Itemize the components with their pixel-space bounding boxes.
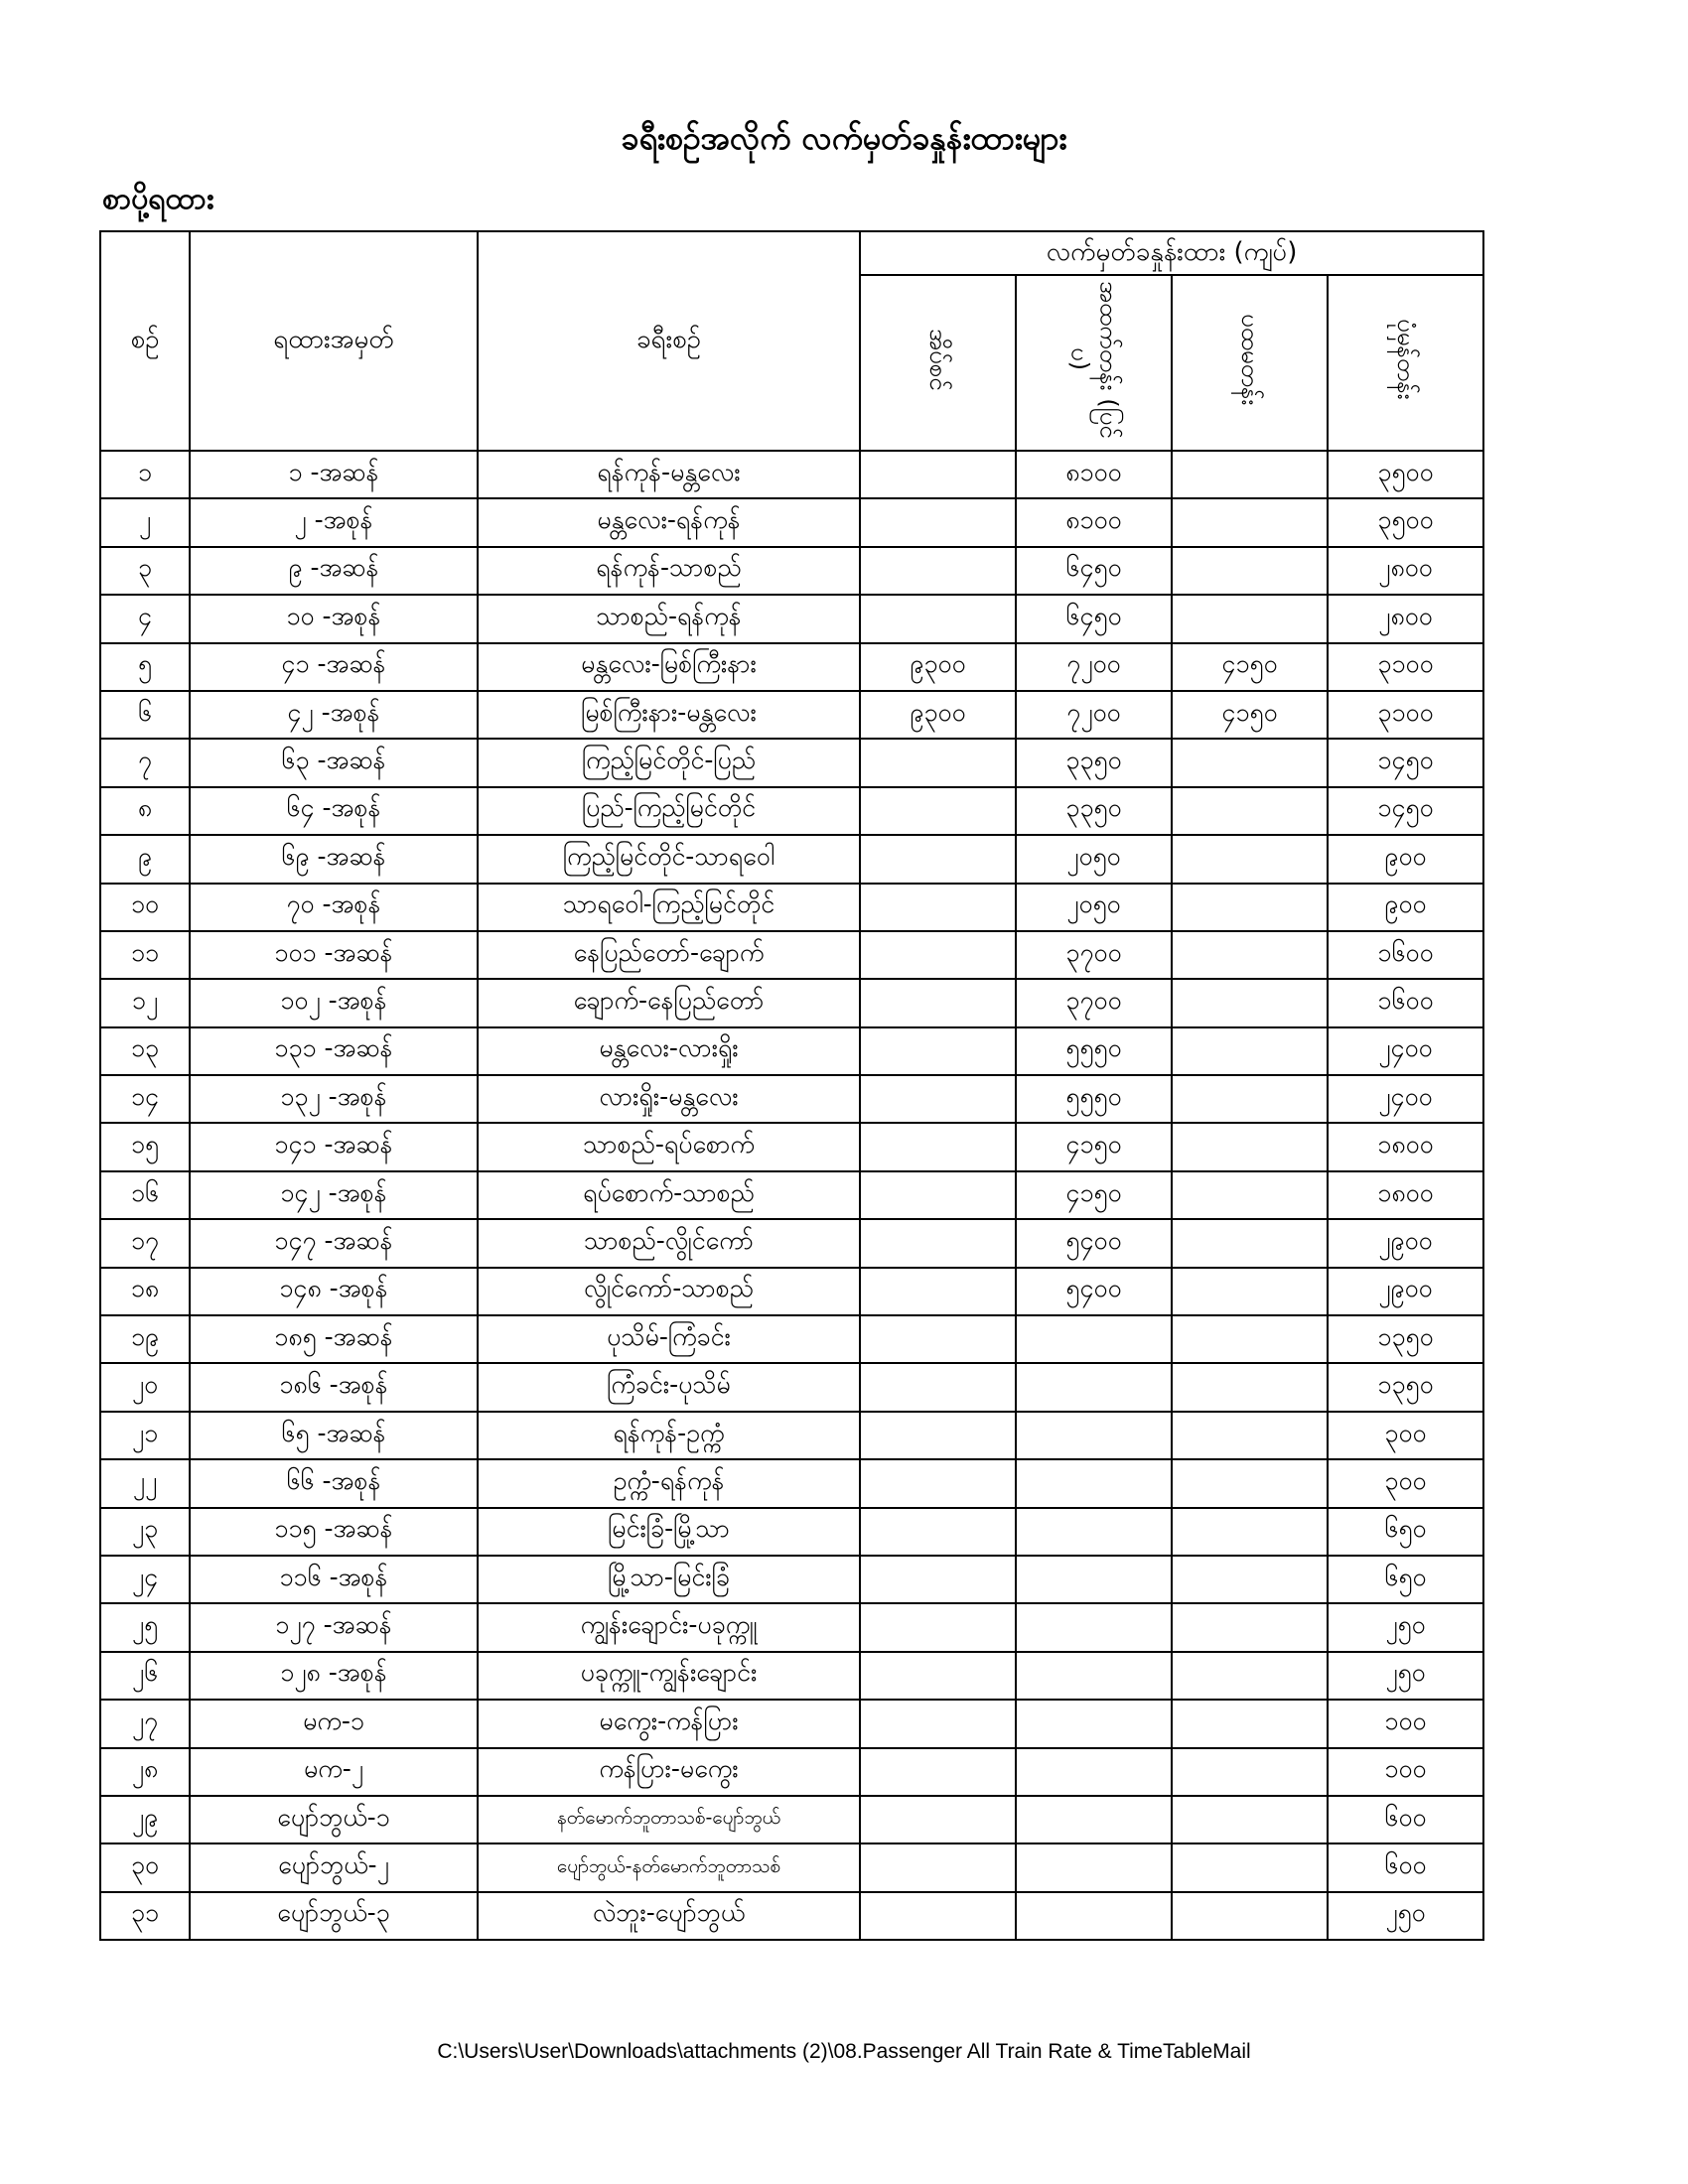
row-fare-sleeper [860, 835, 1016, 883]
row-fare-first [1172, 1075, 1328, 1123]
row-fare-sleeper [860, 931, 1016, 979]
header-class-ordinary [1328, 275, 1483, 451]
row-train-number: ၁၄၈ -အစုန် [190, 1268, 478, 1315]
row-train-number: မက-၂ [190, 1748, 478, 1796]
table-row [100, 547, 1483, 595]
row-fare-sleeper [860, 1700, 1016, 1747]
row-route: လဲဘူး-ပျော်ဘွယ် [478, 1892, 860, 1940]
table-row [100, 979, 1483, 1026]
row-train-number: ၁၄၁ -အဆန် [190, 1123, 478, 1170]
row-route: ချောက်-နေပြည်တော် [478, 979, 860, 1026]
row-fare-ordinary: ၉၀၀ [1328, 835, 1483, 883]
row-fare-upper: ၅၅၅၀ [1016, 1027, 1172, 1075]
row-fare-ordinary: ၃၁၀၀ [1328, 691, 1483, 739]
row-fare-upper [1016, 1508, 1172, 1556]
table-row [100, 884, 1483, 931]
row-fare-first [1172, 1556, 1328, 1603]
header-index: စဉ် [100, 231, 190, 451]
row-train-number: ၁၄၇ -အဆန် [190, 1219, 478, 1267]
table-row [100, 1652, 1483, 1700]
row-train-number: ၁ -အဆန် [190, 451, 478, 498]
row-fare-upper [1016, 1412, 1172, 1459]
row-fare-sleeper [860, 1363, 1016, 1411]
row-fare-sleeper [860, 1075, 1016, 1123]
row-route: လားရှိုး-မန္တလေး [478, 1075, 860, 1123]
row-fare-ordinary: ၃၁၀၀ [1328, 643, 1483, 691]
row-index: ၁၈ [100, 1268, 190, 1315]
row-fare-upper: ၃၃၅၀ [1016, 787, 1172, 835]
row-route: မြစ်ကြီးနား-မန္တလေး [478, 691, 860, 739]
row-train-number: ၁၈၅ -အဆန် [190, 1315, 478, 1363]
row-fare-first [1172, 1700, 1328, 1747]
row-route: လွိုင်ကော်-သာစည် [478, 1268, 860, 1315]
table-row [100, 1892, 1483, 1940]
row-fare-upper [1016, 1315, 1172, 1363]
row-fare-first [1172, 498, 1328, 546]
row-index: ၂၈ [100, 1748, 190, 1796]
row-fare-ordinary: ၁၆၀၀ [1328, 931, 1483, 979]
row-fare-first [1172, 1315, 1328, 1363]
row-route: ကြံခင်း-ပုသိမ် [478, 1363, 860, 1411]
header-route: ခရီးစဉ် [478, 231, 860, 451]
row-route: သာရဝေါ-ကြည့်မြင်တိုင် [478, 884, 860, 931]
row-fare-upper [1016, 1459, 1172, 1507]
row-fare-sleeper [860, 739, 1016, 786]
table-row [100, 451, 1483, 498]
table-row [100, 1508, 1483, 1556]
file-path-footer: C:\Users\User\Downloads\attachments (2)\08.Passenger All Train Rate & TimeTableMail [437, 2040, 1251, 2063]
row-fare-upper: ၇၂၀၀ [1016, 643, 1172, 691]
row-route: နေပြည်တော်-ချောက် [478, 931, 860, 979]
row-fare-first [1172, 1268, 1328, 1315]
fare-table-body [100, 451, 1483, 1940]
row-fare-upper: ၄၁၅၀ [1016, 1171, 1172, 1219]
row-fare-sleeper [860, 1171, 1016, 1219]
row-fare-ordinary: ၁၈၀၀ [1328, 1171, 1483, 1219]
row-route: ဥက္ကံ-ရန်ကုန် [478, 1459, 860, 1507]
table-row [100, 1700, 1483, 1747]
row-fare-sleeper [860, 1603, 1016, 1651]
row-fare-ordinary: ၃၅၀၀ [1328, 498, 1483, 546]
row-fare-first [1172, 1363, 1328, 1411]
row-fare-upper [1016, 1652, 1172, 1700]
row-fare-first [1172, 1508, 1328, 1556]
row-index: ၁၀ [100, 884, 190, 931]
row-fare-ordinary: ၁၆၀၀ [1328, 979, 1483, 1026]
row-fare-sleeper [860, 1508, 1016, 1556]
row-fare-ordinary: ၃၀၀ [1328, 1412, 1483, 1459]
row-index: ၂၉ [100, 1796, 190, 1843]
row-train-number: ၁၂၈ -အစုန် [190, 1652, 478, 1700]
row-fare-first [1172, 1796, 1328, 1843]
row-index: ၁ [100, 451, 190, 498]
row-train-number: ၁၃၂ -အစုန် [190, 1075, 478, 1123]
header-class-sleeper [860, 275, 1016, 451]
row-index: ၁၅ [100, 1123, 190, 1170]
row-index: ၃၀ [100, 1843, 190, 1891]
table-row [100, 835, 1483, 883]
row-train-number: ၇၀ -အစုန် [190, 884, 478, 931]
row-fare-upper [1016, 1556, 1172, 1603]
row-fare-ordinary: ၂၄၀၀ [1328, 1027, 1483, 1075]
row-index: ၅ [100, 643, 190, 691]
row-fare-sleeper [860, 1652, 1016, 1700]
row-fare-ordinary: ၃၀၀ [1328, 1459, 1483, 1507]
row-route: သာစည်-လွိုင်ကော် [478, 1219, 860, 1267]
row-fare-sleeper [860, 1027, 1016, 1075]
row-fare-upper [1016, 1363, 1172, 1411]
row-route: ကျွန်းချောင်း-ပခုက္ကူ [478, 1603, 860, 1651]
row-route: ကြည့်မြင်တိုင်-ပြည် [478, 739, 860, 786]
row-index: ၄ [100, 595, 190, 642]
table-row [100, 1075, 1483, 1123]
row-train-number: ၁၀ -အစုန် [190, 595, 478, 642]
header-fare-group: လက်မှတ်ခနှုန်းထား (ကျပ်) [860, 231, 1483, 275]
row-train-number: ၄၁ -အဆန် [190, 643, 478, 691]
row-index: ၁၇ [100, 1219, 190, 1267]
row-index: ၉ [100, 835, 190, 883]
row-fare-upper: ၅၄၀၀ [1016, 1268, 1172, 1315]
row-index: ၁၁ [100, 931, 190, 979]
row-index: ၃ [100, 547, 190, 595]
row-fare-first [1172, 1459, 1328, 1507]
section-subtitle: စာပို့ရထား [102, 182, 214, 216]
row-fare-ordinary: ၂၅၀ [1328, 1603, 1483, 1651]
row-train-number: ၂ -အစုန် [190, 498, 478, 546]
table-row [100, 931, 1483, 979]
table-row [100, 1219, 1483, 1267]
row-index: ၂၇ [100, 1700, 190, 1747]
table-row [100, 1268, 1483, 1315]
table-row [100, 1123, 1483, 1170]
table-row [100, 595, 1483, 642]
table-row [100, 1027, 1483, 1075]
row-train-number: ၁၁၆ -အစုန် [190, 1556, 478, 1603]
row-index: ၂၂ [100, 1459, 190, 1507]
row-route: မန္တလေး-လားရှိုး [478, 1027, 860, 1075]
row-fare-upper [1016, 1843, 1172, 1891]
row-route: ရန်ကုန်-ဥက္ကံ [478, 1412, 860, 1459]
row-index: ၂ [100, 498, 190, 546]
row-fare-ordinary: ၁၄၅၀ [1328, 739, 1483, 786]
row-index: ၁၉ [100, 1315, 190, 1363]
row-fare-sleeper [860, 498, 1016, 546]
table-row [100, 739, 1483, 786]
row-route: ပျော်ဘွယ်-နတ်မောက်ဘူတာသစ် [478, 1843, 860, 1891]
table-row [100, 643, 1483, 691]
row-fare-upper: ၈၁၀၀ [1016, 451, 1172, 498]
row-fare-ordinary: ၁၃၅၀ [1328, 1315, 1483, 1363]
row-train-number: ၁၈၆ -အစုန် [190, 1363, 478, 1411]
row-fare-upper [1016, 1603, 1172, 1651]
row-index: ၂၁ [100, 1412, 190, 1459]
row-fare-ordinary: ၁၈၀၀ [1328, 1123, 1483, 1170]
row-fare-first [1172, 979, 1328, 1026]
header-class-first [1172, 275, 1328, 451]
row-route: မန္တလေး-ရန်ကုန် [478, 498, 860, 546]
row-fare-sleeper [860, 979, 1016, 1026]
row-route: ရန်ကုန်-မန္တလေး [478, 451, 860, 498]
row-index: ၂၀ [100, 1363, 190, 1411]
row-train-number: ၁၃၁ -အဆန် [190, 1027, 478, 1075]
row-fare-first [1172, 931, 1328, 979]
row-route: နတ်မောက်ဘူတာသစ်-ပျော်ဘွယ် [478, 1796, 860, 1843]
row-fare-ordinary: ၆၀၀ [1328, 1843, 1483, 1891]
row-route: ပုသိမ်-ကြံခင်း [478, 1315, 860, 1363]
row-fare-upper [1016, 1892, 1172, 1940]
row-fare-ordinary: ၂၄၀၀ [1328, 1075, 1483, 1123]
row-train-number: ၁၄၂ -အစုန် [190, 1171, 478, 1219]
row-fare-first [1172, 1027, 1328, 1075]
row-train-number: ၁၀၂ -အစုန် [190, 979, 478, 1026]
row-fare-first [1172, 1892, 1328, 1940]
row-train-number: မက-၁ [190, 1700, 478, 1747]
row-fare-upper: ၂၀၅၀ [1016, 835, 1172, 883]
row-fare-upper [1016, 1796, 1172, 1843]
row-fare-ordinary: ၁၃၅၀ [1328, 1363, 1483, 1411]
header-train-number: ရထားအမှတ် [190, 231, 478, 451]
table-row [100, 1556, 1483, 1603]
row-index: ၁၆ [100, 1171, 190, 1219]
row-fare-first [1172, 1603, 1328, 1651]
row-train-number: ၁၁၅ -အဆန် [190, 1508, 478, 1556]
row-index: ၃၁ [100, 1892, 190, 1940]
row-train-number: ပျော်ဘွယ်-၂ [190, 1843, 478, 1891]
row-fare-first [1172, 1412, 1328, 1459]
table-row [100, 1171, 1483, 1219]
row-train-number: ပျော်ဘွယ်-၃ [190, 1892, 478, 1940]
row-fare-first: ၄၁၅၀ [1172, 691, 1328, 739]
row-fare-upper: ၆၄၅၀ [1016, 547, 1172, 595]
row-fare-upper: ၃၇၀၀ [1016, 931, 1172, 979]
row-fare-first [1172, 1748, 1328, 1796]
row-fare-first [1172, 547, 1328, 595]
row-fare-upper: ၂၀၅၀ [1016, 884, 1172, 931]
row-fare-upper [1016, 1748, 1172, 1796]
row-index: ၂၆ [100, 1652, 190, 1700]
row-fare-upper: ၄၁၅၀ [1016, 1123, 1172, 1170]
row-train-number: ၆၆ -အစုန် [190, 1459, 478, 1507]
row-route: ပြည်-ကြည့်မြင်တိုင် [478, 787, 860, 835]
row-fare-ordinary: ၂၅၀ [1328, 1892, 1483, 1940]
fare-table [99, 230, 1484, 1941]
row-fare-ordinary: ၆၅၀ [1328, 1556, 1483, 1603]
row-route: သာစည်-ရန်ကုန် [478, 595, 860, 642]
header-class-first-label: ပထမတန်း [1235, 313, 1264, 406]
row-fare-sleeper [860, 1412, 1016, 1459]
row-fare-sleeper [860, 595, 1016, 642]
table-row [100, 1363, 1483, 1411]
row-train-number: ၆၅ -အဆန် [190, 1412, 478, 1459]
row-fare-ordinary: ၃၅၀၀ [1328, 451, 1483, 498]
row-index: ၂၅ [100, 1603, 190, 1651]
row-fare-sleeper [860, 1123, 1016, 1170]
row-fare-sleeper [860, 1459, 1016, 1507]
row-route: မြို့သာ-မြင်းခြံ [478, 1556, 860, 1603]
row-index: ၁၃ [100, 1027, 190, 1075]
row-fare-ordinary: ၉၀၀ [1328, 884, 1483, 931]
row-fare-sleeper [860, 1315, 1016, 1363]
row-route: ပခုက္ကူ-ကျွန်းချောင်း [478, 1652, 860, 1700]
row-fare-upper: ၇၂၀၀ [1016, 691, 1172, 739]
row-train-number: ပျော်ဘွယ်-၁ [190, 1796, 478, 1843]
row-fare-sleeper [860, 547, 1016, 595]
row-fare-ordinary: ၂၈၀၀ [1328, 547, 1483, 595]
row-route: ကန်ပြား-မကွေး [478, 1748, 860, 1796]
row-fare-sleeper: ၉၃၀၀ [860, 691, 1016, 739]
row-index: ၆ [100, 691, 190, 739]
row-index: ၇ [100, 739, 190, 786]
row-fare-first [1172, 1843, 1328, 1891]
row-route: ရပ်စောက်-သာစည် [478, 1171, 860, 1219]
row-fare-upper: ၅၄၀၀ [1016, 1219, 1172, 1267]
row-index: ၁၂ [100, 979, 190, 1026]
row-route: မြင်းခြံ-မြို့သာ [478, 1508, 860, 1556]
row-fare-ordinary: ၂၅၀ [1328, 1652, 1483, 1700]
row-route: ကြည့်မြင်တိုင်-သာရဝေါ [478, 835, 860, 883]
table-row [100, 1748, 1483, 1796]
row-index: ၂၃ [100, 1508, 190, 1556]
row-fare-first [1172, 595, 1328, 642]
row-fare-upper: ၈၁၀၀ [1016, 498, 1172, 546]
row-train-number: ၉ -အဆန် [190, 547, 478, 595]
row-fare-first [1172, 835, 1328, 883]
row-train-number: ၆၉ -အဆန် [190, 835, 478, 883]
row-fare-first [1172, 1219, 1328, 1267]
row-fare-ordinary: ၂၈၀၀ [1328, 595, 1483, 642]
row-fare-sleeper [860, 1892, 1016, 1940]
row-fare-sleeper [860, 884, 1016, 931]
table-row [100, 1459, 1483, 1507]
row-fare-ordinary: ၁၀၀ [1328, 1748, 1483, 1796]
row-fare-sleeper [860, 1268, 1016, 1315]
row-train-number: ၄၂ -အစုန် [190, 691, 478, 739]
header-class-ordinary-label: ပုံမှန်တန်း [1391, 319, 1420, 400]
header-class-upper-label: အထက်တန်း (ပြင်ပ) [1065, 280, 1123, 439]
table-row [100, 1412, 1483, 1459]
row-fare-sleeper [860, 451, 1016, 498]
row-fare-first [1172, 1171, 1328, 1219]
row-train-number: ၆၃ -အဆန် [190, 739, 478, 786]
table-row [100, 1603, 1483, 1651]
row-train-number: ၁၂၇ -အဆန် [190, 1603, 478, 1651]
row-fare-upper: ၃၃၅၀ [1016, 739, 1172, 786]
header-class-upper [1016, 275, 1172, 451]
row-train-number: ၆၄ -အစုန် [190, 787, 478, 835]
page-title: ခရီးစဉ်အလိုက် လက်မှတ်ခနှုန်းထားများ [621, 119, 1067, 157]
table-row [100, 498, 1483, 546]
table-row [100, 787, 1483, 835]
row-index: ၈ [100, 787, 190, 835]
row-route: သာစည်-ရပ်စောက် [478, 1123, 860, 1170]
table-row [100, 691, 1483, 739]
row-fare-first [1172, 739, 1328, 786]
row-fare-ordinary: ၂၉၀၀ [1328, 1219, 1483, 1267]
table-row [100, 1315, 1483, 1363]
row-index: ၁၄ [100, 1075, 190, 1123]
row-fare-upper [1016, 1700, 1172, 1747]
row-fare-upper: ၅၅၅၀ [1016, 1075, 1172, 1123]
row-fare-sleeper [860, 1843, 1016, 1891]
row-fare-sleeper [860, 1748, 1016, 1796]
row-fare-ordinary: ၂၉၀၀ [1328, 1268, 1483, 1315]
row-index: ၂၄ [100, 1556, 190, 1603]
row-fare-upper: ၃၇၀၀ [1016, 979, 1172, 1026]
row-fare-ordinary: ၁၀၀ [1328, 1700, 1483, 1747]
row-fare-first: ၄၁၅၀ [1172, 643, 1328, 691]
row-fare-sleeper [860, 1556, 1016, 1603]
row-fare-sleeper [860, 787, 1016, 835]
table-row [100, 1796, 1483, 1843]
row-fare-ordinary: ၆၀၀ [1328, 1796, 1483, 1843]
row-fare-first [1172, 1123, 1328, 1170]
row-fare-first [1172, 451, 1328, 498]
row-fare-ordinary: ၆၅၀ [1328, 1508, 1483, 1556]
row-route: ရန်ကုန်-သာစည် [478, 547, 860, 595]
row-fare-first [1172, 787, 1328, 835]
table-row [100, 1843, 1483, 1891]
row-fare-upper: ၆၄၅၀ [1016, 595, 1172, 642]
row-fare-first [1172, 1652, 1328, 1700]
row-fare-sleeper [860, 1219, 1016, 1267]
row-fare-ordinary: ၁၄၅၀ [1328, 787, 1483, 835]
row-fare-sleeper [860, 1796, 1016, 1843]
row-route: မကွေး-ကန်ပြား [478, 1700, 860, 1747]
row-route: မန္တလေး-မြစ်ကြီးနား [478, 643, 860, 691]
row-fare-first [1172, 884, 1328, 931]
row-train-number: ၁၀၁ -အဆန် [190, 931, 478, 979]
row-fare-sleeper: ၉၃၀၀ [860, 643, 1016, 691]
header-class-sleeper-label: အိပ်စင် [923, 328, 952, 391]
